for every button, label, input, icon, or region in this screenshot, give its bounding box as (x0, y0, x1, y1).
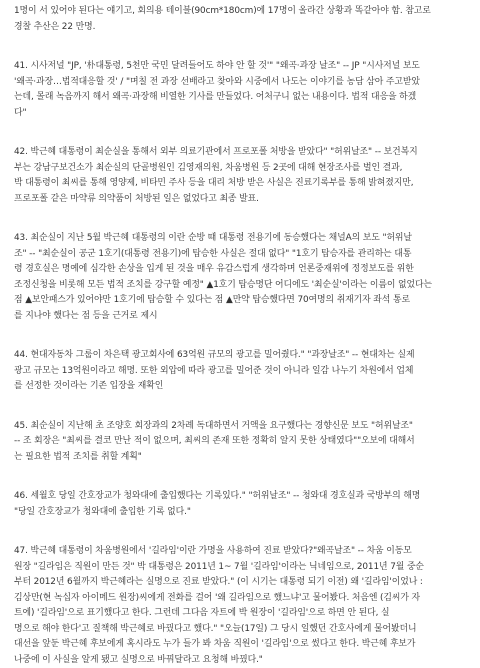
text-line: 1명이 서 있어야 된다는 얘기고, 회의용 테이블(90cm*180cm)에 17명이 올라간 상황과 똑같아야 함. 참고로 (14, 4, 466, 20)
paragraph-item-43 (14, 231, 466, 324)
text-line: "당일 간호장교가 청와대에 출입한 기록 없다." (14, 505, 466, 521)
text-line: 김상만(현 녹십자 아이메드 원장)씨에게 전화를 걸어 '왜 길라임으로 했느냐'고 물어봤다. 처음엔 (김씨가 자 (14, 591, 466, 607)
text-line: 명으로 해야 한다'고 질책해 박근혜로 바꿨다고 했다." "오늘(17일) 그 당시 일했던 간호사에게 물어봤더니 (14, 622, 466, 638)
text-line: 41. 시사저널 "JP, '朴대통령, 5천만 국민 달려들어도 하야 안 할 것'" "왜곡·과장 날조" -- JP "시사저널 보도 (14, 59, 466, 75)
text-line: '왜곡·과장…법적대응할 것' / "며칠 전 과장 선배라고 찾아와 시중에서 나도는 이야기를 농담 삼아 주고받았 (14, 75, 466, 91)
paragraph-item-41 (14, 59, 466, 121)
text-line: 는데, 몰래 녹음까지 해서 왜곡·과장해 비열한 기사를 만들었다. 어처구니 없는 내용이다. 법적 대응을 하겠 (14, 90, 466, 106)
text-line: 대선을 앞둔 박근혜 후보에게 혹시라도 누가 들가 봐 차움 직원이 '길라임'으로 썼다고 한다. 박근혜 후보가 (14, 637, 466, 653)
text-line: 45. 최순실이 지난해 초 조양호 회장과의 2차례 독대하면서 거액을 요구했다는 경향신문 보도 "허위날조" (14, 419, 466, 435)
text-line: 부는 강남구보건소가 최순실의 단골병원인 김영재의원, 차움병원 등 2곳에 대해 현장조사를 벌인 결과, (14, 161, 466, 177)
paragraph-item-42 (14, 145, 466, 207)
paragraph-item-47 (14, 544, 466, 668)
paragraph-crowd-estimate (14, 4, 466, 35)
text-line: 박 대통령이 최씨를 통해 영양제, 비타민 주사 등을 대리 처방 받은 사실은 진료기록부를 통해 밝혀졌지만, (14, 176, 466, 192)
paragraph-item-45 (14, 419, 466, 466)
text-line: 다" (14, 106, 466, 122)
text-line: 령 경호실은 명예에 심각한 손상을 입게 된 것을 매우 유감스럽게 생각하며 언론중재위에 정정보도를 위한 (14, 262, 466, 278)
text-line: 46. 세월호 당일 간호장교가 청와대에 출입했다는 기록있다." "허위날조" -- 청와대 경호실과 국방부의 해명 (14, 489, 466, 505)
text-line: 원장 "길라임은 직원이 만든 것" 박 대통령은 2011년 1~ 7월 '길라임'이라는 닉네임으로, 2011년 7월 중순 (14, 560, 466, 576)
text-line: 광고 규모는 13억원이라고 해명. 또한 외압에 따라 광고를 밀어준 것이 아니라 일감 나누기 차원에서 업체 (14, 364, 466, 380)
paragraph-item-46 (14, 489, 466, 520)
text-line: 트에) '길라임'으로 표기했다고 한다. 그런데 그다음 자트에 박 원장이 '길라임'으로 하면 안 된다, 실 (14, 606, 466, 622)
text-line: 나중에 이 사실을 알게 됐고 실명으로 바꿔달라고 요청해 바꿨다." (14, 653, 466, 668)
text-line: 는 필요한 법적 조치를 취할 계획" (14, 450, 466, 466)
text-line: 조정신청을 비롯해 모든 법적 조치를 강구할 예정" ▲1호기 탑승명단 어디에도 '최순실'이라는 이름이 없었다는 (14, 278, 466, 294)
paragraph-item-44 (14, 348, 466, 395)
text-line: 조" -- "최순실이 공군 1호기(대통령 전용기)에 탑승한 사실은 절대 없다" "1호기 탑승자를 관리하는 대통 (14, 247, 466, 263)
text-line: -- 조 회장은 "최씨를 결코 만난 적이 없으며, 최씨의 존재 또한 정확히 알지 못한 상태였다""오보에 대해서 (14, 434, 466, 450)
text-line: 점 ▲보안패스가 있어야만 1호기에 탑승할 수 있다는 점 ▲만약 탑승했다면 70여명의 취재기자 좌석 통로 (14, 293, 466, 309)
text-line: 43. 최순실이 지난 5월 박근혜 대통령의 이란 순방 때 대통령 전용기에 동승했다는 채널A의 보도 "허위날 (14, 231, 466, 247)
text-line: 42. 박근혜 대통령이 최순실을 통해서 외부 의료기관에서 프로포폴 처방을 받았다" "허위날조" -- 보건복지 (14, 145, 466, 161)
text-line: 44. 현대자동차 그룹이 차은택 광고회사에 63억원 규모의 광고를 밀어줬다." "과장날조" -- 현대차는 실제 (14, 348, 466, 364)
text-line: 47. 박근혜 대통령이 차움병원에서 '길라임'이란 가명을 사용하여 진료 받았다?"왜곡날조" -- 차움 이동모 (14, 544, 466, 560)
text-line: 프로포폴 같은 마약류 의약품이 처방된 일은 없었다고 최종 발표. (14, 192, 466, 208)
text-line: 경찰 추산은 22 만명. (14, 20, 466, 36)
text-line: 를 지나야 했다는 점 등을 근거로 제시 (14, 309, 466, 325)
text-line: 부터 2012년 6월까지 박근혜라는 실명으로 진료 받았다." (이 시기는 대통령 되기 이전) 왜 '길라임'이었나 : (14, 575, 466, 591)
text-line: 를 선정한 것이라는 기존 입장을 재확인 (14, 379, 466, 395)
